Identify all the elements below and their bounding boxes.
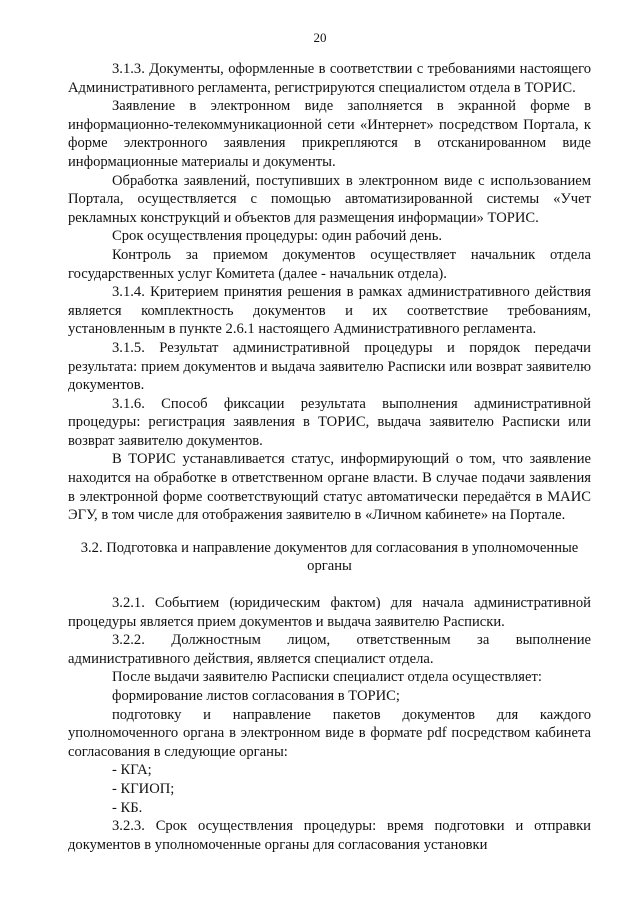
list-item-kb: - КБ. xyxy=(112,799,143,816)
paragraph-3-2-3: 3.2.3. Срок осуществления процедуры: время подготовки и отправки документов в уполномоченные органы для согласования установки xyxy=(68,818,591,853)
paragraph-electronic-application: Заявление в электронном виде заполняется в экранной форме в информационно-телекоммуникационной сети «Интернет» посредством Портала, к форме электронного заявления прикрепляются в отсканированном виде информационные материалы и документы. xyxy=(68,98,591,170)
paragraph-3-2-2: 3.2.2. Должностным лицом, ответственным за выполнение административного действия, является специалист отдела. xyxy=(68,632,591,667)
document-body xyxy=(68,60,591,854)
paragraph-3-1-6: 3.1.6. Способ фиксации результата выполнения административной процедуры: регистрация заявления в ТОРИС, выдача заявителю Расписки или возврат заявителю документов. xyxy=(68,395,591,449)
list-item-kga: - КГА; xyxy=(112,762,152,779)
paragraph-control: Контроль за приемом документов осуществляет начальник отдела государственных услуг Комитета (далее - начальник отдела). xyxy=(68,246,591,282)
paragraph-3-2-1: 3.2.1. Событием (юридическим фактом) для начала административной процедуры является прием документов и выдача заявителю Расписки. xyxy=(68,595,591,630)
paragraph-status: В ТОРИС устанавливается статус, информирующий о том, что заявление находится на обработке в ответственном органе власти. В случае подачи заявления в электронной форме соответствующий статус автоматически передаётся в МАИС ЭГУ, в том числе для отображения заявителю в «Личном кабинете» на Портале. xyxy=(68,451,591,524)
paragraph-preparation: подготовку и направление пакетов документов для каждого уполномоченного органа в электронном виде в формате pdf посредством кабинета согласования в следующие органы: xyxy=(68,706,591,760)
paragraph-approval-sheets: формирование листов согласования в ТОРИС; xyxy=(112,688,400,704)
paragraph-deadline: Срок осуществления процедуры: один рабочий день. xyxy=(112,228,443,245)
page-number: 20 xyxy=(313,30,327,45)
paragraph-processing: Обработка заявлений, поступивших в электронном виде с использованием Портала, осуществляется с помощью автоматизированной системы «Учет рекламных конструкций и объектов для размещения информации» ТОРИС. xyxy=(68,172,591,226)
paragraph-3-1-4: 3.1.4. Критерием принятия решения в рамках административного действия является комплектность документов и их соответствие требованиям, установленным в пункте 2.6.1 настоящего Административного регламента. xyxy=(68,284,591,338)
paragraph-3-1-3: 3.1.3. Документы, оформленные в соответствии с требованиями настоящего Административного регламента, регистрируются специалистом отдела в ТОРИС. xyxy=(68,61,591,96)
section-heading-3-2: 3.2. Подготовка и направление документов для согласования в уполномоченные органы xyxy=(80,539,579,575)
paragraph-after-receipt: После выдачи заявителю Расписки специалист отдела осуществляет: xyxy=(112,669,542,686)
paragraph-3-1-5: 3.1.5. Результат административной процедуры и порядок передачи результата: прием документов и выдача заявителю Расписки или возврат заявителю документов. xyxy=(68,339,591,394)
list-item-kgiop: - КГИОП; xyxy=(112,780,175,797)
